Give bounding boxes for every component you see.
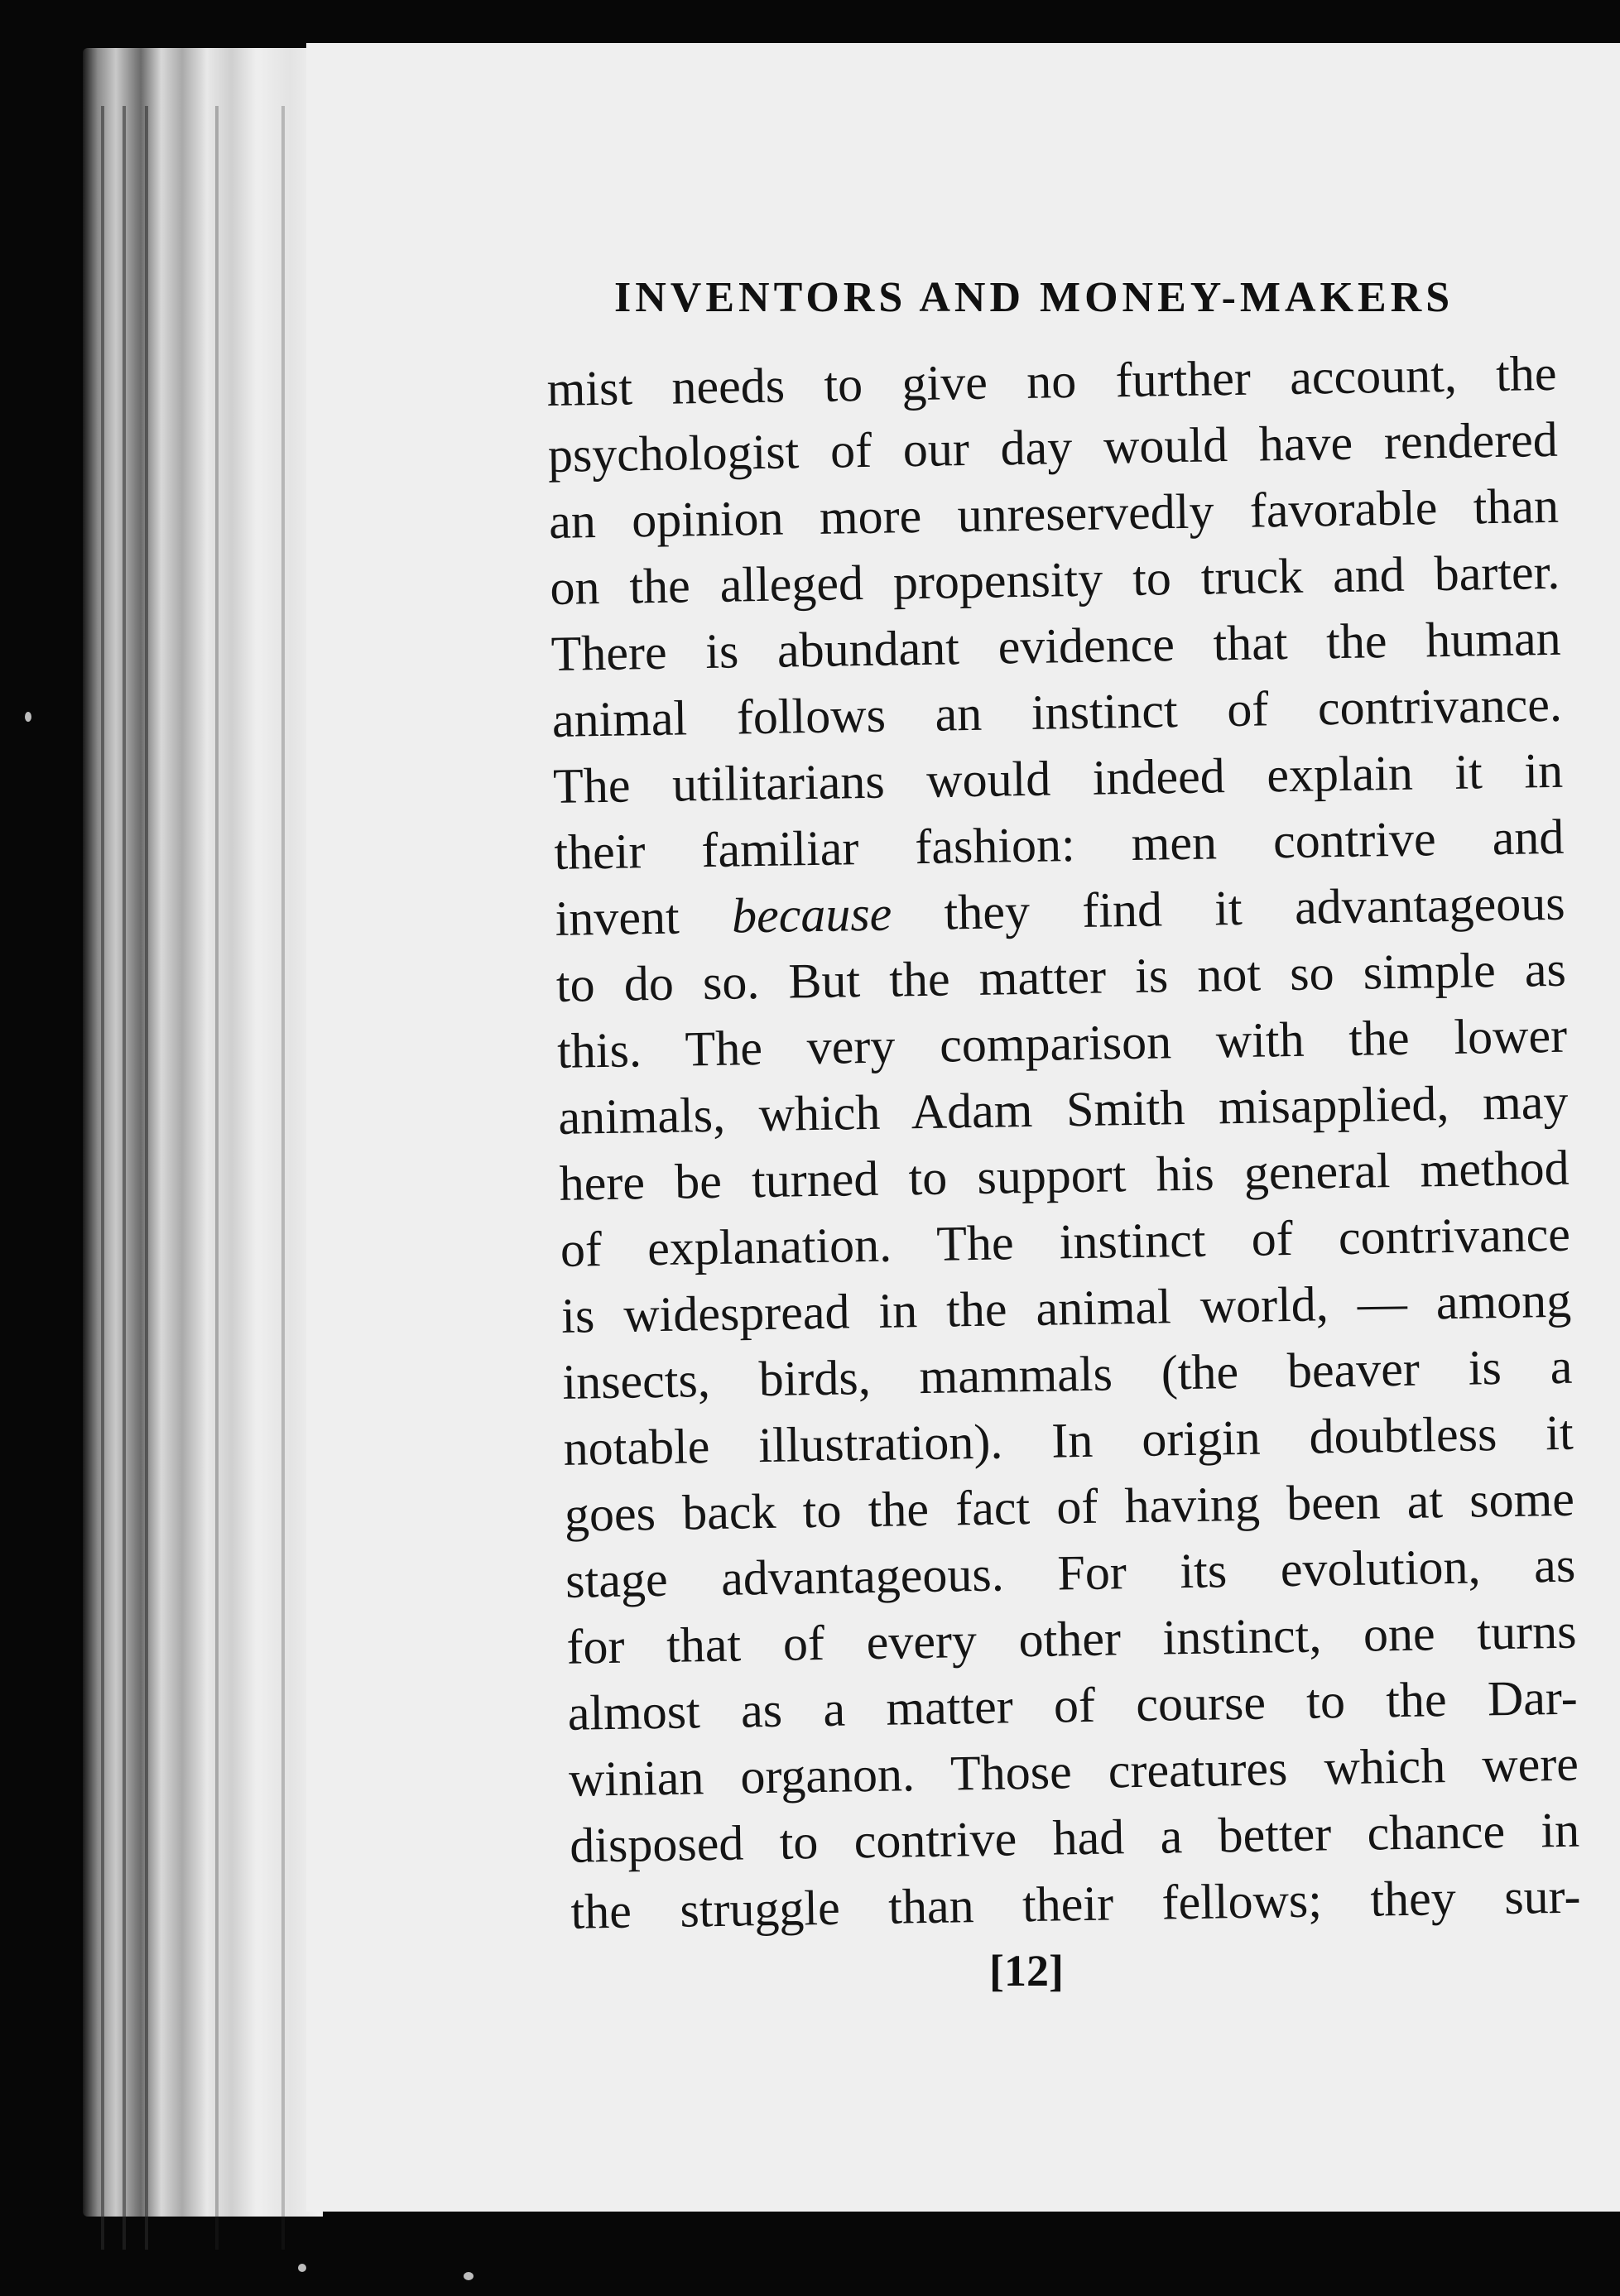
text-line: here be turned to support his general method (559, 1140, 1570, 1211)
text-line: for that of every other instinct, one turns (565, 1603, 1577, 1674)
text-line: animals, which Adam Smith misapplied, may (557, 1074, 1569, 1145)
text-line: to do so. But the matter is not so simple as (555, 941, 1567, 1012)
text-line: their familiar fashion: men contrive and (553, 809, 1565, 880)
text-line: There is abundant evidence that the human (550, 610, 1562, 681)
text-line: notable illustration). In origin doubtless it (563, 1405, 1574, 1476)
text-line: disposed to contrive had a better chance in (569, 1802, 1580, 1873)
text-line: psychologist of our day would have rendered (547, 411, 1559, 483)
text-line: the struggle than their fellows; they sur- (570, 1868, 1581, 1939)
text-line: on the alleged propensity to truck and barter. (549, 544, 1560, 615)
page-edge-line (123, 106, 126, 2250)
text-line: almost as a matter of course to the Dar- (567, 1669, 1579, 1741)
text-line: of explanation. The instinct of contrivance (560, 1206, 1571, 1277)
text-line: animal follows an instinct of contrivance. (551, 676, 1563, 747)
page-edge-line (281, 106, 285, 2250)
text-line: insects, birds, mammals (the beaver is a (561, 1338, 1573, 1410)
dust-speck (298, 2264, 306, 2272)
text-line: goes back to the fact of having been at some (564, 1471, 1575, 1542)
text-line: mist needs to give no further account, the (546, 345, 1557, 416)
text-line: this. The very comparison with the lower (556, 1007, 1568, 1078)
text-line: is widespread in the animal world, — among (560, 1272, 1572, 1343)
text-line: winian organon. Those creatures which were (568, 1736, 1579, 1807)
body-text (546, 340, 1581, 1945)
page-edge-line (145, 106, 148, 2250)
page-number: [12] (989, 1946, 1064, 1996)
dust-speck (464, 2272, 474, 2280)
dust-speck (25, 712, 31, 722)
text-line: The utilitarians would indeed explain it in (552, 742, 1564, 814)
running-head: INVENTORS AND MONEY-MAKERS (614, 274, 1454, 321)
book-page-edges (83, 48, 323, 2217)
text-segment: they find it advantageous (891, 875, 1566, 941)
text-segment: invent (555, 888, 733, 946)
text-line: stage advantageous. For its evolution, as (565, 1537, 1576, 1608)
page-edge-line (101, 106, 104, 2250)
italic-word: because (731, 886, 892, 944)
page-edge-line (215, 106, 219, 2250)
text-line: an opinion more unreservedly favorable than (548, 478, 1560, 549)
